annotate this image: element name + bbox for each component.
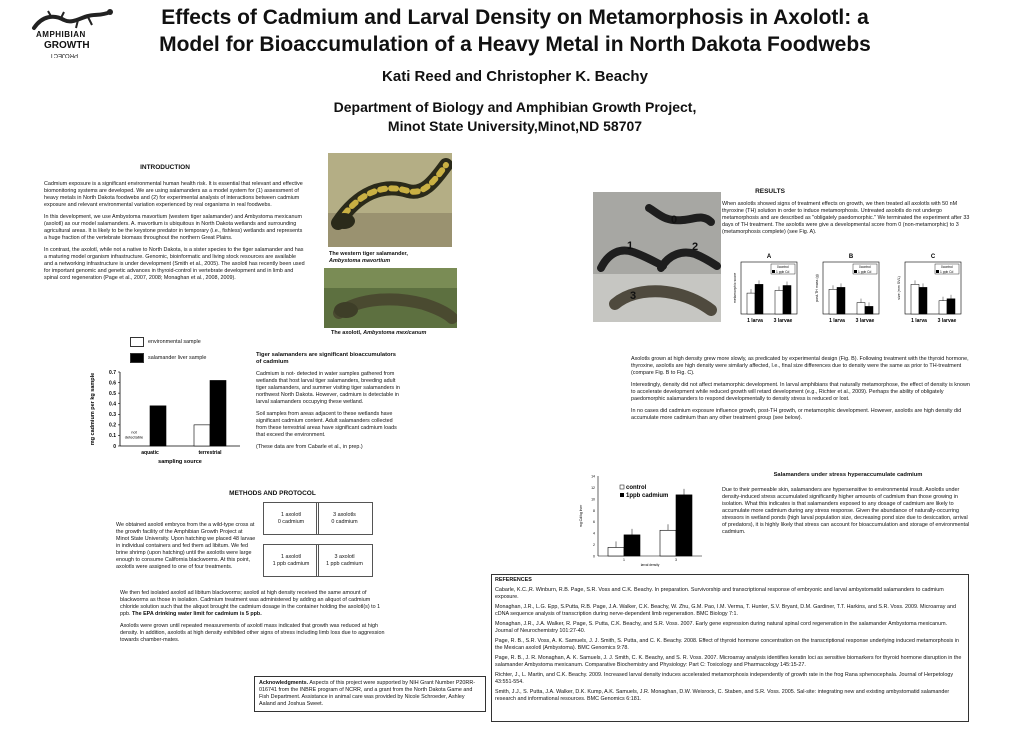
not-detectable-label-1: not	[131, 429, 137, 435]
legend-environmental	[130, 337, 280, 347]
stress-bar	[608, 547, 624, 556]
x-category-label: aquatic	[141, 450, 159, 456]
y-tick-label: 0.6	[109, 380, 116, 387]
references-box	[491, 574, 969, 722]
panel-label-B: B	[848, 254, 854, 260]
panel-x-label: 3 larvae	[937, 318, 957, 324]
y-tick-label: 10	[591, 497, 595, 502]
methods-epa-limit: The EPA drinking water limit for cadmium is 5 ppb.	[132, 611, 262, 617]
treatment-cell-2: 3 axolotls 0 cadmium	[316, 502, 373, 535]
panel-bar	[947, 299, 955, 314]
y-tick-label: 6	[593, 520, 595, 525]
axolotl-caption	[331, 330, 471, 337]
affiliation-line-2: Minot State University,Minot,ND 58707	[387, 118, 643, 134]
panel-legend-cd: 1 ppb Cd	[858, 270, 872, 274]
reference-item: Monaghan, J.R., J.A. Walker, R. Page, S. Putta, C.K. Beachy, and S.R. Voss. 2007. Early gene expression during natural spinal cord regeneration in the salamander Ambystoma mexicanum. Journal of Neurochemistry 101:27-40.	[495, 621, 948, 634]
reference-item: Richter, J., L. Martin, and C.K. Beachy. 2009. Increased larval density induces accelerated metamorphosis independently of growth rate in the frog Rana sphenocephala. Journal of Herpetology 43:551-554.	[495, 672, 954, 685]
legend-swatch-control	[620, 485, 624, 489]
caption1-text: The western tiger salamander,	[329, 251, 408, 257]
tiger-paragraph-1: Cadmium is not- detected in water samples gathered from wetlands that host larval tiger salamanders, breeding adult tiger salamanders, and summer visiting tiger salamanders in northwest North Dakota. However, cadmium is detectable in larval salamanders occupying these wetland.	[256, 371, 400, 405]
stress-bar	[676, 495, 692, 556]
acknowledgments-box	[254, 676, 486, 712]
panel-x-label: 3 larvae	[773, 318, 793, 324]
caption2-species: Ambystoma mexicanum	[363, 330, 427, 336]
panel-legend-cd: 1 ppb Cd	[776, 270, 790, 274]
legend-swatch-environmental	[130, 337, 144, 347]
panel-bar	[837, 287, 845, 314]
title-line-1: Effects of Cadmium and Larval Density on Metamorphosis in Axolotl: a	[161, 6, 869, 29]
introduction-text	[44, 181, 306, 287]
methods-paragraph-3: Axolotls were grown until repeated measurements of axolotl mass indicated that growth was reduced at high density. In addition, axolotls at high density exhibited other signs of stress including limb loss due to aggression towards chamber-mates.	[120, 623, 385, 643]
y-tick-label: 0	[113, 443, 116, 450]
panel-bar	[783, 286, 791, 315]
y-tick-label: 0.1	[109, 433, 116, 440]
affiliation	[220, 98, 810, 136]
panel-legend-control: 0control	[859, 265, 871, 269]
y-tick-label: 2	[593, 543, 595, 548]
results-paragraph-2: Axolotls grown at high density grew more slowly, as predicated by experimental design (Fig. B). Following treatment with the thyroid hormone, thyroxine, axolotls are high density were similarly affected, I.e., final size differences due to density were the same as prior to TH-treatment (compare Fig. B to Fig. C).	[631, 356, 969, 376]
reference-item: Monaghan, J.R., L.G. Epp, S.Putta, R.B. Page, J.A. Walker, C.K. Beachy, W. Zhu, G.M. Pao, I.M. Verma, T. Hunter, S.V. Bryant, D.M. Gardiner, T.T. Harkins, and S.R. Voss. 2009. Microarray and cDNA sequence analysis of transcription during nerve-dependent limb regeneration. BMC Biology 7:1.	[495, 604, 956, 617]
legend-label-control: control	[626, 485, 647, 491]
caption1-species: Ambystoma mavortium	[329, 258, 391, 264]
reference-item: Page, R. B., J. R. Monaghan, A. K. Samuels, J. J. Smith, C. K. Beachy, and S. R. Voss. 2007. Microarray analysis identifies keratin loci as sensitive biomarkers for thyroid hormone disruption in the salamander Ambystoma mexicanum. Comparative Biochemistry and Physiology: Part C: Toxicology and Pharmacology 145:15-27.	[495, 655, 962, 668]
results-paragraph-3: Interestingly, density did not affect metamorphic development. In larval amphibians that naturally metamorphose, the effect of density is known to accelerate development while reduced growth will retard development (e.g., Richter et al., 2009). Perhaps the ability of obligately paedomorphic salamanders to respond developmentally to density stress is reduced or lost.	[631, 382, 970, 402]
panel-legend-swatch	[772, 270, 775, 273]
panel-legend-control: 0control	[777, 265, 789, 269]
panel-x-label: 1 larva	[829, 318, 845, 324]
tiger-paragraph-2: Soil samples from areas adjacent to these wetlands have significant cadmium content. Adult salamanders collected from these terrestrial areas have significant cadmium loads that exceed the environment.	[256, 411, 397, 438]
y-tick-label: 0.3	[109, 412, 116, 419]
tiger-salamander-photo	[328, 153, 452, 247]
treatment-cell-1: 1 axolotl 0 cadmium	[263, 502, 319, 535]
references-list	[495, 587, 965, 703]
y-tick-label: 0.4	[109, 401, 116, 408]
panel-y-label: metamorphic score	[733, 272, 737, 304]
y-tick-label: 14	[591, 474, 595, 479]
axolotl-image	[324, 268, 457, 328]
treatment-cell-4: 3 axolotl 1 ppb cadmium	[316, 544, 373, 577]
legend-swatch-cd	[620, 493, 624, 497]
acknowledgments-text: Aspects of this project were supported by NIH Grant Number P20RR-016741 from the INBRE program of NCRR, and a grant from the North Dakota Game and Fish Department. Assistance in animal care was provided by Nicole Schroeder, Ashley Aaland and Joshua Sweet.	[259, 680, 476, 707]
panel-bar	[919, 287, 927, 314]
panel-bar	[865, 306, 873, 314]
panel-legend-control: 0control	[941, 265, 953, 269]
panel-bar	[747, 293, 755, 314]
axolotl-photo	[324, 268, 457, 328]
y-tick-label: 0.7	[109, 369, 116, 376]
panel-bar	[939, 301, 947, 314]
stage-label-3: 3	[630, 290, 637, 302]
reference-item: Smith, J.J., S. Putta, J.A. Walker, D.K. Kump, A.K. Samuels, J.R. Monaghan, D.W. Weisrock, C. Staben, and S.R. Voss. 2005. Sal-site: integrating new and existing ambystomatid salamander research and informational resources. BMC Genomics 6:181.	[495, 689, 950, 702]
bar-environmental-sample	[194, 425, 210, 446]
methods-heading: METHODS AND PROTOCOL	[229, 490, 316, 497]
panel-x-label: 1 larva	[747, 318, 763, 324]
affiliation-line-1: Department of Biology and Amphibian Growth Project,	[333, 99, 697, 115]
legend-label-environmental: environmental sample	[148, 339, 201, 345]
tiger-salamander-image	[328, 153, 452, 247]
treatment-cell-3: 1 axolotl 1 ppb cadmium	[263, 544, 319, 577]
y-axis-label: mg Cd/kg liver	[579, 504, 583, 528]
y-tick-label: 12	[591, 485, 595, 490]
y-tick-label: 0.5	[109, 390, 116, 397]
panel-x-label: 3 larvae	[855, 318, 875, 324]
tiger-paragraph-3: (These data are from Cabarle et al., in prep.)	[256, 444, 363, 450]
panel-y-label: post-TH mass (g)	[815, 274, 819, 302]
panel-label-A: A	[766, 254, 772, 260]
methods-paragraph-2-text: We then fed isolated axolotl ad libitum blackworms; axolotl at high density received the same amount of blackworms as those in isolation. Cadmium treatment was administered by adding an aliquot of cadmium chloride solution such that the aliquot brought the cadmium dosage in the container holding the axolotl(s) to 1 ppb.	[120, 590, 381, 617]
bar-salamander-liver-sample	[210, 380, 226, 446]
references-heading: REFERENCES	[495, 577, 532, 583]
legend-label-cd: 1ppb cadmium	[626, 493, 669, 499]
stage-label-0: 0	[671, 214, 678, 226]
results-paragraph-4: In no cases did cadmium exposure influence growth, post-TH growth, or metamorphic development. However, axolotls are high density did accumulate more cadmium than any other treatment group (see below).	[631, 408, 962, 421]
stress-bar	[624, 535, 640, 556]
logo-text-bottom: PROJECT	[50, 52, 79, 58]
panel-bar	[829, 289, 837, 314]
panel-legend-cd: 1 ppb Cd	[940, 270, 954, 274]
tiger-heading: Tiger salamanders are significant bioaccumulators of cadmium	[256, 352, 397, 365]
tiger-text-block	[256, 352, 401, 456]
logo-text-top: AMPHIBIAN	[36, 30, 86, 39]
y-tick-label: 8	[593, 508, 595, 513]
panel-label-C: C	[930, 254, 936, 260]
caption2-text: The axolotl,	[331, 330, 364, 336]
intro-paragraph-1: Cadmium exposure is a significant environmental human health risk. It is essential that relevant and effective biomonitoring systems are developed. We are using salamanders as a model system for (1) assessment of heavy metals in North Dakota foodwebs and (2) for experimental analysis of interactions between cadmium exposure and relevant environmental variation experienced by real organisms in real foodwebs.	[44, 181, 303, 208]
title-line-2: Model for Bioaccumulation of a Heavy Metal in North Dakota Foodwebs	[159, 33, 871, 56]
results-charts	[727, 252, 972, 330]
panel-y-label: size (mm SVL)	[897, 276, 901, 300]
metamorphosis-stages-photo	[593, 192, 721, 322]
logo-text-main: GROWTH	[44, 40, 90, 51]
not-detectable-label-2: detectable	[124, 434, 144, 440]
sampling-chart	[82, 364, 252, 464]
methods-paragraph-1: We obtained axolotl embryos from the a wild-type cross at the growth facility of the Amphibian Growth Project at Minot State University. Upon hatching we placed 48 larvae in individual containers and fed them ad libitum. We fed brine shrimp (upon hatching) until the axolotls were large enough to consume California blackworms. At this point, axolotls were assigned to one of four treatments.	[116, 522, 256, 570]
x-category-label: 1	[623, 558, 625, 562]
legend-swatch-liver	[130, 353, 144, 363]
reference-item: Page, R. B., S.R. Voss, A. K. Samuels, J. J. Smith, S. Putta, and C. K. Beachy. 2008. Effect of thyroid hormone concentration on the transcriptional response underlying induced metamorphosis in the Mexican axolotl (Ambystoma). BMC Genomics 9:78.	[495, 638, 959, 651]
panel-bar	[775, 290, 783, 314]
y-tick-label: 0	[593, 554, 595, 559]
stress-chart	[572, 472, 712, 572]
poster-title	[120, 4, 910, 58]
panel-legend-swatch	[936, 270, 939, 273]
amphibian-growth-logo	[30, 8, 120, 60]
stress-heading: Salamanders under stress hyperaccumulate cadmium	[773, 472, 923, 478]
stress-text: Due to their permeable skin, salamanders are hypersensitive to environmental insult. Axolotls under density-induced stress accumulated significantly higher amounts of cadmium than those growing in isolation. What this indicates is that salamanders exposed to any dosage of cadmium are likely to accumulate more cadmium during any stress response. Given the abundance of naturally-occurring stressors in wetland ponds (high larval population size, decreasing pond size due to desiccation, arrival of predators), it is highly likely that stress can account for bioaccumulation and storage of environmental cadmium.	[722, 487, 970, 535]
x-category-label: terrestrial	[198, 450, 222, 456]
results-paragraph-1: When axolotls showed signs of treatment effects on growth, we then treated all axolotls with 50 nM thyroxine (TH) solution in order to induce metamorphosis. Untreated axolotls do not undergo metamorphosis and are described as "obligately paedomorphic." We terminated the experiment after 33 days of TH treatment. The axolotls were give a developmental score from 0 (non-metamorphic) to 3 (metamorphosis complete) (see Fig. A).	[722, 201, 970, 235]
panel-bar	[857, 303, 865, 314]
y-axis-label: mg cadmium per kg sample	[90, 372, 96, 446]
x-axis-label: sampling source	[158, 459, 202, 464]
tiger-salamander-caption	[329, 251, 459, 265]
panel-bar	[755, 284, 763, 314]
bar-salamander-liver-sample	[150, 406, 166, 446]
stress-bar	[660, 530, 676, 556]
intro-paragraph-3: In contrast, the axolotl, while not a native to North Dakota, is a sister species to the tiger salamander and has a maturing model organism infrastructure. Genomic, bioinformatic and living stock resources are available and a networking infrastructure is under development (Smith et al., 2005). The axolotl has recently been used for important genomic and genetic advances in thyroid-control in vertebrate development and in limb and spinal cord regeneration (Page et al., 2007, 2008; Monaghan et al., 2008, 2009).	[44, 247, 305, 281]
methods-paragraph-2	[120, 590, 385, 618]
stage-label-2: 2	[692, 241, 699, 253]
stage-label-1: 1	[627, 240, 634, 252]
authors: Kati Reed and Christopher K. Beachy	[382, 68, 648, 85]
intro-paragraph-2: In this development, we use Ambystoma mavortium (western tiger salamander) and Ambystoma mexicanum (axolotl) as our model salamanders. A. mavortium is ubiquitous in North Dakota wetlands and surrounding agricultural areas. It is likely to be the keystone predator in temporary (i.e., fishless) wetlands and represents a huge fraction of the vertebrate biomass throughout the northern Great Plains.	[44, 214, 303, 241]
x-axis-label: larval density	[640, 563, 660, 567]
results-heading: RESULTS	[755, 188, 785, 195]
methods-text	[120, 590, 385, 649]
legend-label-liver: salamander liver sample	[148, 355, 207, 361]
panel-x-label: 1 larva	[911, 318, 927, 324]
y-tick-label: 0.2	[109, 422, 116, 429]
panel-bar	[911, 284, 919, 314]
x-category-label: 3	[675, 558, 677, 562]
acknowledgments-label: Acknowledgments.	[259, 680, 309, 686]
y-tick-label: 4	[593, 531, 595, 536]
metamorphosis-stages-image	[593, 192, 721, 322]
panel-legend-swatch	[854, 270, 857, 273]
reference-item: Cabarle, K.C.,R. Winburn, R.B. Page, S.R. Voss and C.K. Beachy. In preparation. Survivorship and transcriptional response of embryonic and larval ambystomatid salamanders to cadmium exposure.	[495, 587, 944, 600]
introduction-heading: INTRODUCTION	[140, 164, 190, 171]
results-text	[631, 356, 971, 427]
